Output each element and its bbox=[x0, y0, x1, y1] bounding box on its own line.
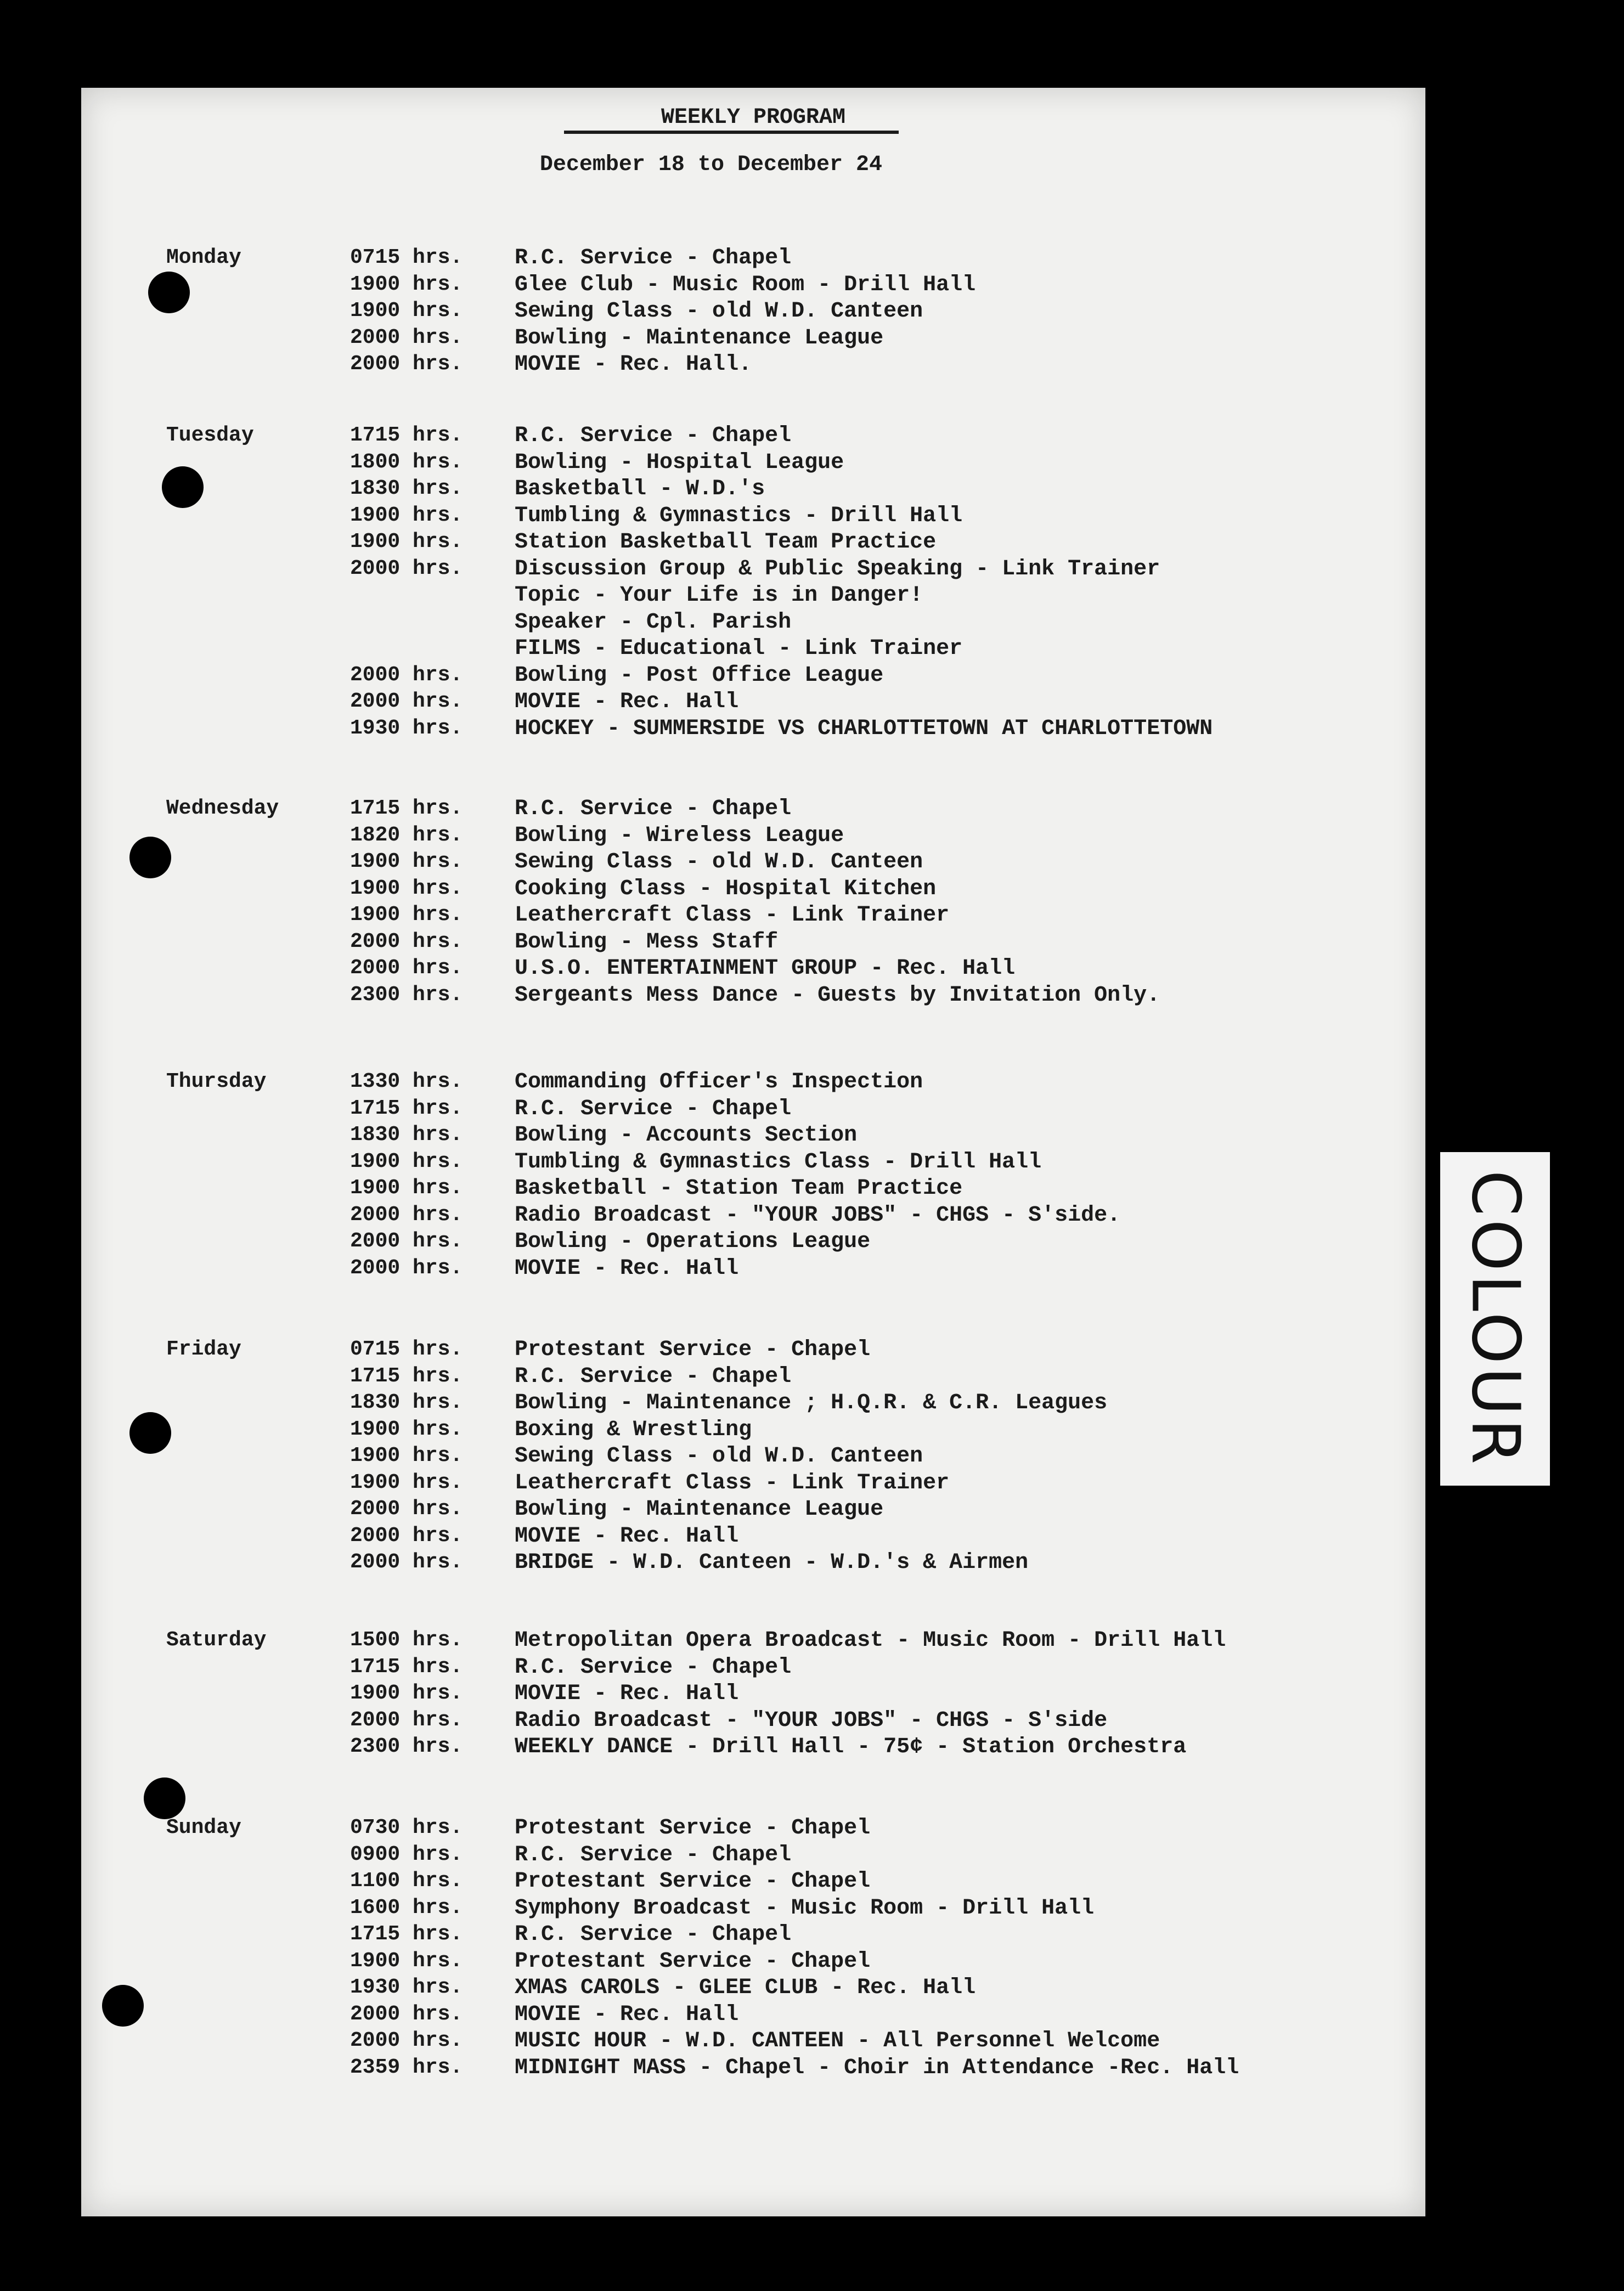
event-time: 1900 hrs. bbox=[350, 1149, 463, 1173]
event-time: 0900 hrs. bbox=[350, 1842, 463, 1866]
event-description: Bowling - Wireless League bbox=[515, 823, 844, 848]
punch-hole bbox=[129, 837, 171, 878]
event-time: 1715 hrs. bbox=[350, 1655, 463, 1679]
event-description: Tumbling & Gymnastics Class - Drill Hall bbox=[515, 1149, 1042, 1175]
event-time: 1800 hrs. bbox=[350, 450, 463, 474]
event-time: 1900 hrs. bbox=[350, 503, 463, 527]
event-time: 2000 hrs. bbox=[350, 1523, 463, 1548]
event-time: 1900 hrs. bbox=[350, 1681, 463, 1705]
event-description: Bowling - Accounts Section bbox=[515, 1123, 858, 1148]
event-description: R.C. Service - Chapel bbox=[515, 1842, 792, 1867]
event-time: 2000 hrs. bbox=[350, 956, 463, 980]
event-time: 1900 hrs. bbox=[350, 272, 463, 296]
event-time: 1830 hrs. bbox=[350, 477, 463, 500]
event-time: 1900 hrs. bbox=[350, 850, 463, 873]
event-description: MOVIE - Rec. Hall bbox=[515, 690, 739, 714]
event-time: 1715 hrs. bbox=[350, 797, 463, 820]
colour-tag-text: COLOUR bbox=[1457, 1170, 1533, 1468]
event-time: 1500 hrs. bbox=[350, 1628, 463, 1652]
event-time: 1830 hrs. bbox=[350, 1391, 463, 1414]
document-page bbox=[81, 88, 1425, 2216]
event-description: Protestant Service - Chapel bbox=[515, 1816, 871, 1841]
event-description: MIDNIGHT MASS - Chapel - Choir in Attendance -Rec. Hall bbox=[515, 2055, 1239, 2080]
event-time: 1900 hrs. bbox=[350, 530, 463, 554]
event-description: Basketball - Station Team Practice bbox=[515, 1176, 963, 1201]
event-description: WEEKLY DANCE - Drill Hall - 75¢ - Station Orchestra bbox=[515, 1735, 1187, 1759]
event-time: 1715 hrs. bbox=[350, 1096, 463, 1120]
title-underline bbox=[564, 131, 899, 134]
punch-hole bbox=[129, 1412, 171, 1454]
event-description: Bowling - Maintenance League bbox=[515, 1497, 884, 1522]
day-label: Thursday bbox=[166, 1070, 267, 1093]
event-description: R.C. Service - Chapel bbox=[515, 246, 792, 270]
event-description: Cooking Class - Hospital Kitchen bbox=[515, 876, 937, 901]
event-time: 2000 hrs. bbox=[350, 1550, 463, 1574]
event-description: Bowling - Maintenance ; H.Q.R. & C.R. Leagues bbox=[515, 1391, 1108, 1415]
event-time: 2000 hrs. bbox=[350, 325, 463, 349]
event-description: Protestant Service - Chapel bbox=[515, 1869, 871, 1894]
event-description: MOVIE - Rec. Hall. bbox=[515, 352, 752, 377]
event-time: 1900 hrs. bbox=[350, 1949, 463, 1973]
event-time: 2000 hrs. bbox=[350, 1708, 463, 1732]
event-time: 2000 hrs. bbox=[350, 352, 463, 376]
event-time: 1900 hrs. bbox=[350, 903, 463, 927]
event-time: 1900 hrs. bbox=[350, 1176, 463, 1200]
event-description: Sewing Class - old W.D. Canteen bbox=[515, 1444, 923, 1469]
event-description: Glee Club - Music Room - Drill Hall bbox=[515, 272, 976, 297]
punch-hole bbox=[144, 1778, 185, 1819]
event-description: U.S.O. ENTERTAINMENT GROUP - Rec. Hall bbox=[515, 956, 1016, 981]
event-time: 0730 hrs. bbox=[350, 1816, 463, 1839]
event-description: MOVIE - Rec. Hall bbox=[515, 1681, 739, 1706]
event-time: 1715 hrs. bbox=[350, 424, 463, 447]
event-description: MUSIC HOUR - W.D. CANTEEN - All Personnel Welcome bbox=[515, 2029, 1160, 2053]
day-label: Sunday bbox=[166, 1816, 241, 1839]
event-time: 2000 hrs. bbox=[350, 2002, 463, 2026]
event-description: Boxing & Wrestling bbox=[515, 1417, 752, 1442]
event-description: Speaker - Cpl. Parish bbox=[515, 610, 792, 635]
event-time: 2000 hrs. bbox=[350, 1229, 463, 1253]
day-label: Monday bbox=[166, 246, 241, 269]
event-description: Radio Broadcast - "YOUR JOBS" - CHGS - S'side. bbox=[515, 1203, 1121, 1228]
event-time: 1930 hrs. bbox=[350, 1976, 463, 1999]
event-time: 1900 hrs. bbox=[350, 876, 463, 900]
event-description: Bowling - Mess Staff bbox=[515, 929, 779, 955]
event-description: R.C. Service - Chapel bbox=[515, 797, 792, 821]
event-time: 2000 hrs. bbox=[350, 1256, 463, 1280]
day-label: Tuesday bbox=[166, 424, 254, 447]
event-time: 1715 hrs. bbox=[350, 1364, 463, 1388]
event-description: R.C. Service - Chapel bbox=[515, 1096, 792, 1121]
event-time: 1100 hrs. bbox=[350, 1869, 463, 1893]
day-label: Saturday bbox=[166, 1628, 267, 1652]
event-description: Leathercraft Class - Link Trainer bbox=[515, 1470, 950, 1496]
event-description: Commanding Officer's Inspection bbox=[515, 1070, 923, 1094]
event-description: Station Basketball Team Practice bbox=[515, 530, 937, 555]
event-description: Sewing Class - old W.D. Canteen bbox=[515, 850, 923, 874]
event-description: Leathercraft Class - Link Trainer bbox=[515, 903, 950, 928]
colour-tag bbox=[1440, 1152, 1550, 1486]
event-description: R.C. Service - Chapel bbox=[515, 424, 792, 448]
event-time: 2300 hrs. bbox=[350, 1735, 463, 1758]
event-description: FILMS - Educational - Link Trainer bbox=[515, 636, 963, 661]
event-time: 1820 hrs. bbox=[350, 823, 463, 847]
day-label: Friday bbox=[166, 1338, 241, 1361]
event-time: 1930 hrs. bbox=[350, 716, 463, 740]
page-title: WEEKLY PROGRAM bbox=[661, 105, 846, 130]
event-description: Discussion Group & Public Speaking - Link Trainer bbox=[515, 556, 1160, 582]
event-time: 1900 hrs. bbox=[350, 1417, 463, 1441]
event-description: Protestant Service - Chapel bbox=[515, 1338, 871, 1362]
event-time: 2300 hrs. bbox=[350, 983, 463, 1007]
event-description: BRIDGE - W.D. Canteen - W.D.'s & Airmen bbox=[515, 1550, 1029, 1575]
event-description: MOVIE - Rec. Hall bbox=[515, 1256, 739, 1281]
event-time: 1900 hrs. bbox=[350, 1470, 463, 1494]
event-description: Metropolitan Opera Broadcast - Music Room - Drill Hall bbox=[515, 1628, 1226, 1653]
date-range: December 18 to December 24 bbox=[539, 153, 882, 177]
event-description: R.C. Service - Chapel bbox=[515, 1655, 792, 1680]
event-description: XMAS CAROLS - GLEE CLUB - Rec. Hall bbox=[515, 1976, 976, 2000]
event-description: R.C. Service - Chapel bbox=[515, 1364, 792, 1389]
event-description: MOVIE - Rec. Hall bbox=[515, 2002, 739, 2027]
event-time: 1600 hrs. bbox=[350, 1895, 463, 1920]
day-label: Wednesday bbox=[166, 797, 279, 820]
event-description: Bowling - Hospital League bbox=[515, 450, 844, 475]
event-description: Symphony Broadcast - Music Room - Drill Hall bbox=[515, 1895, 1095, 1921]
event-time: 2000 hrs. bbox=[350, 2029, 463, 2052]
event-time: 2000 hrs. bbox=[350, 556, 463, 580]
event-time: 2000 hrs. bbox=[350, 690, 463, 713]
event-time: 2359 hrs. bbox=[350, 2055, 463, 2079]
event-description: Bowling - Maintenance League bbox=[515, 325, 884, 351]
event-time: 2000 hrs. bbox=[350, 1203, 463, 1227]
event-description: Topic - Your Life is in Danger! bbox=[515, 583, 923, 608]
punch-hole bbox=[102, 1985, 144, 2027]
event-description: R.C. Service - Chapel bbox=[515, 1922, 792, 1947]
event-time: 2000 hrs. bbox=[350, 929, 463, 953]
event-description: Tumbling & Gymnastics - Drill Hall bbox=[515, 503, 963, 528]
event-description: Sergeants Mess Dance - Guests by Invitation Only. bbox=[515, 983, 1160, 1008]
event-time: 1715 hrs. bbox=[350, 1922, 463, 1946]
event-description: Sewing Class - old W.D. Canteen bbox=[515, 299, 923, 324]
event-description: Bowling - Post Office League bbox=[515, 663, 884, 688]
event-time: 2000 hrs. bbox=[350, 663, 463, 687]
event-description: Radio Broadcast - "YOUR JOBS" - CHGS - S'side bbox=[515, 1708, 1108, 1733]
event-time: 1900 hrs. bbox=[350, 1444, 463, 1468]
event-time: 1330 hrs. bbox=[350, 1070, 463, 1093]
event-description: Basketball - W.D.'s bbox=[515, 477, 765, 501]
event-description: Protestant Service - Chapel bbox=[515, 1949, 871, 1974]
event-description: Bowling - Operations League bbox=[515, 1229, 871, 1254]
punch-hole bbox=[148, 272, 190, 313]
event-time: 0715 hrs. bbox=[350, 1338, 463, 1361]
event-time: 1900 hrs. bbox=[350, 299, 463, 323]
punch-hole bbox=[162, 466, 204, 508]
event-description: HOCKEY - SUMMERSIDE VS CHARLOTTETOWN AT CHARLOTTETOWN bbox=[515, 716, 1213, 741]
event-time: 2000 hrs. bbox=[350, 1497, 463, 1521]
event-time: 0715 hrs. bbox=[350, 246, 463, 269]
event-description: MOVIE - Rec. Hall bbox=[515, 1523, 739, 1549]
event-time: 1830 hrs. bbox=[350, 1123, 463, 1147]
